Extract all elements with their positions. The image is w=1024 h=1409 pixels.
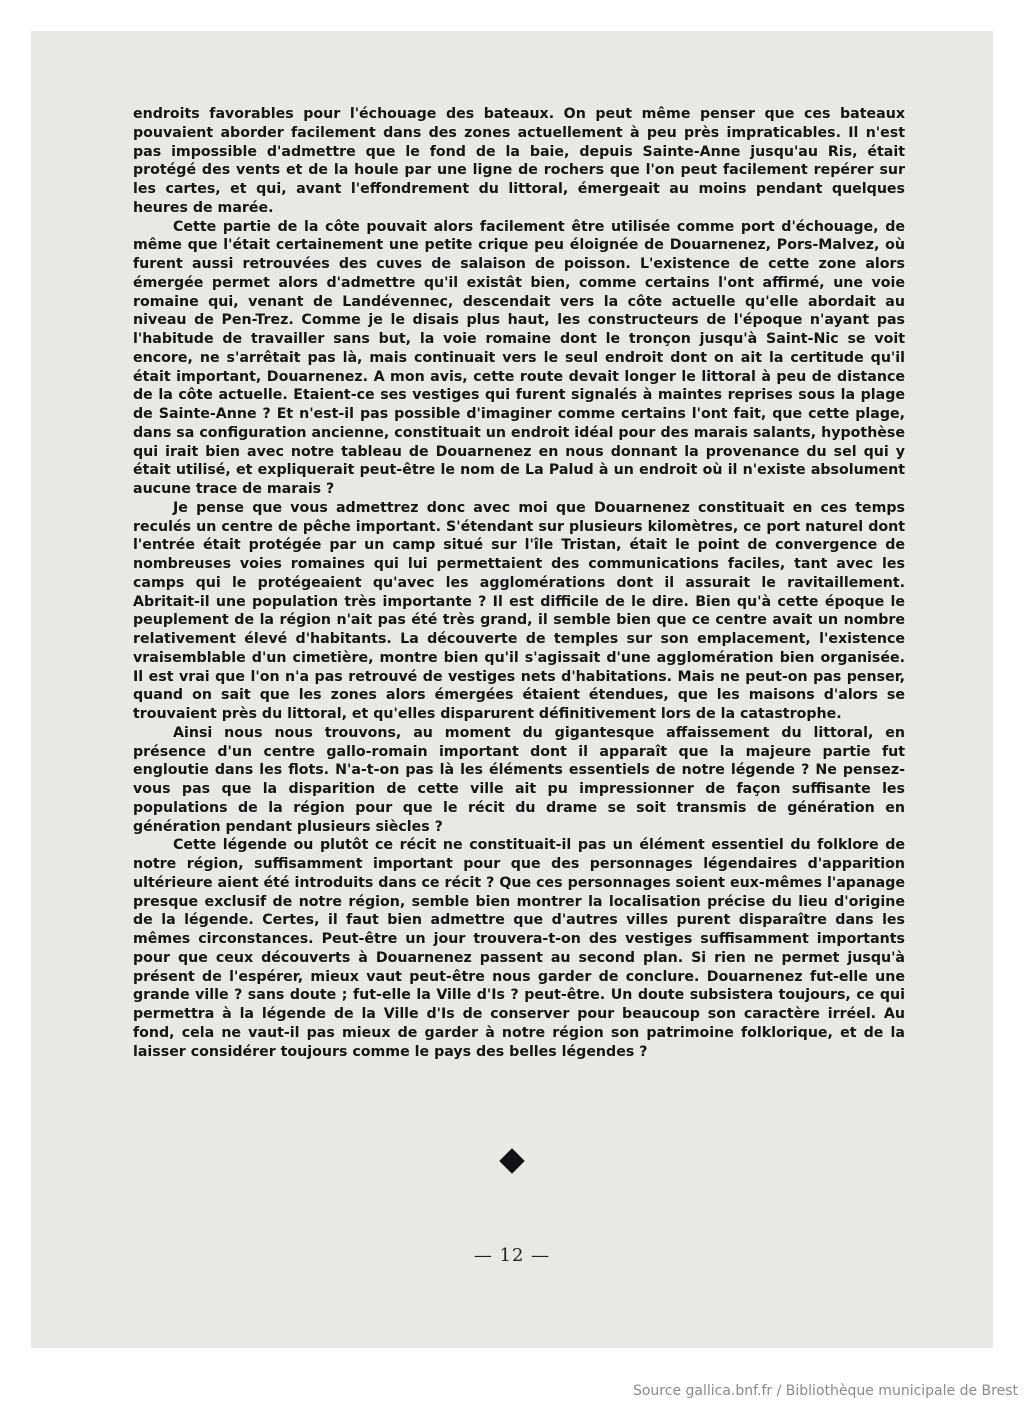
source-credit: Source gallica.bnf.fr / Bibliothèque municipale de Brest bbox=[632, 1383, 1018, 1399]
paragraph-1: endroits favorables pour l'échouage des bateaux. On peut même penser que ces bateaux pouvaient aborder facilement dans des zones actuellement à peu près impraticables. Il n'est pas impossible d'admettre que le fond de la baie, depuis Sainte-Anne jusqu'au Ris, était protégé des vents et de la houle par une ligne de rochers que l'on peut facilement repérer sur les cartes, et qui, avant l'effondrement du littoral, émergeait au moins pendant quelques heures de marée. bbox=[133, 106, 905, 216]
body-text bbox=[133, 105, 905, 1061]
paragraph-4: Ainsi nous nous trouvons, au moment du gigantesque affaissement du littoral, en présence d'un centre gallo-romain important dont il apparaît que la majeure partie fut engloutie dans les flots. N'a-t-on pas là les éléments essentiels de notre légende ? Ne pensez-vous pas que la disparition de cette ville ait pu impressionner de façon suffisante les populations de la région pour que le récit du drame se soit transmis de génération en génération pendant plusieurs siècles ? bbox=[133, 724, 905, 835]
paragraph-5: Cette légende ou plutôt ce récit ne constituait-il pas un élément essentiel du folklore de notre région, suffisamment important pour que des personnages légendaires d'apparition ultérieure aient été introduits dans ce récit ? Que ces personnages soient eux-mêmes l'apanage presque exclusif de notre région, semble bien montrer la localisation précise du lieu d'origine de la légende. Certes, il faut bien admettre que d'autres villes purent disparaître dans les mêmes circonstances. Peut-être un jour trouvera-t-on des vestiges suffisamment importants pour que ceux découverts à Douarnenez passent au second plan. Si rien ne permet jusqu'à présent de l'espérer, mieux vaut peut-être nous garder de conclure. Douarnenez fut-elle une grande ville ? sans doute ; fut-elle la Ville d'Is ? peut-être. Un doute subsistera toujours, ce qui permettra à la légende de la Ville d'Is de conserver pour beaucoup son caractère irréel. Au fond, cela ne vaut-il pas mieux de garder à notre région son patrimoine folklorique, et de la laisser considérer toujours comme le pays des belles légendes ? bbox=[133, 837, 905, 1060]
scanned-page bbox=[31, 31, 993, 1348]
paragraph-3: Je pense que vous admettrez donc avec moi que Douarnenez constituait en ces temps reculés un centre de pêche important. S'étendant sur plusieurs kilomètres, ce port naturel dont l'entrée était protégée par un camp situé sur l'île Tristan, était le point de convergence de nombreuses voies romaines qui lui permettaient des communications faciles, tant avec les camps qui le protégeaient qu'avec les agglomérations dont il assurait le ravitaillement. Abritait-il une population très importante ? Il est difficile de le dire. Bien qu'à cette époque le peuplement de la région n'ait pas été très grand, il semble bien que ce centre avait un nombre relativement élevé d'habitants. La découverte de temples sur son emplacement, l'existence vraisemblable d'un cimetière, montre bien qu'il s'agissait d'une agglomération bien organisée. Il est vrai que l'on n'a pas retrouvé de vestiges nets d'habitations. Mais ne peut-on pas penser, quand on sait que les zones alors émergées étaient étendues, que les maisons d'alors se trouvaient près du littoral, et qu'elles disparurent définitivement lors de la catastrophe. bbox=[133, 499, 905, 722]
diamond-ornament-icon bbox=[499, 1148, 524, 1173]
paragraph-2: Cette partie de la côte pouvait alors facilement être utilisée comme port d'échouage, de même que l'était certainement une petite crique peu éloignée de Douarnenez, Pors-Malvez, où furent aussi retrouvées des cuves de salaison de poisson. L'existence de cette zone alors émergée permet alors d'admettre qu'il existât bien, comme certains l'ont affirmé, une voie romaine qui, venant de Landévennec, descendait vers la côte actuelle qu'elle abordait au niveau de Pen-Trez. Comme je le disais plus haut, les constructeurs de l'époque n'ayant pas l'habitude de travailler sans but, la voie romaine dont le tronçon jusqu'à Saint-Nic se voit encore, ne s'arrêtait pas là, mais continuait vers le seul endroit dont on ait la certitude qu'il était important, Douarnenez. A mon avis, cette route devait longer le littoral à peu de distance de la côte actuelle. Etaient-ce ses vestiges qui furent signalés à maintes reprises sous la plage de Sainte-Anne ? Et n'est-il pas possible d'imaginer comme certains l'ont fait, que cette plage, dans sa configuration ancienne, constituait un endroit idéal pour des marais salants, hypothèse qui irait bien avec notre tableau de Douarnenez en nous donnant la provenance du sel qui y était utilisé, et expliquerait peut-être le nom de La Palud à un endroit où il n'existe absolument aucune trace de marais ? bbox=[133, 218, 905, 497]
page-number: — 12 — bbox=[473, 1245, 551, 1266]
